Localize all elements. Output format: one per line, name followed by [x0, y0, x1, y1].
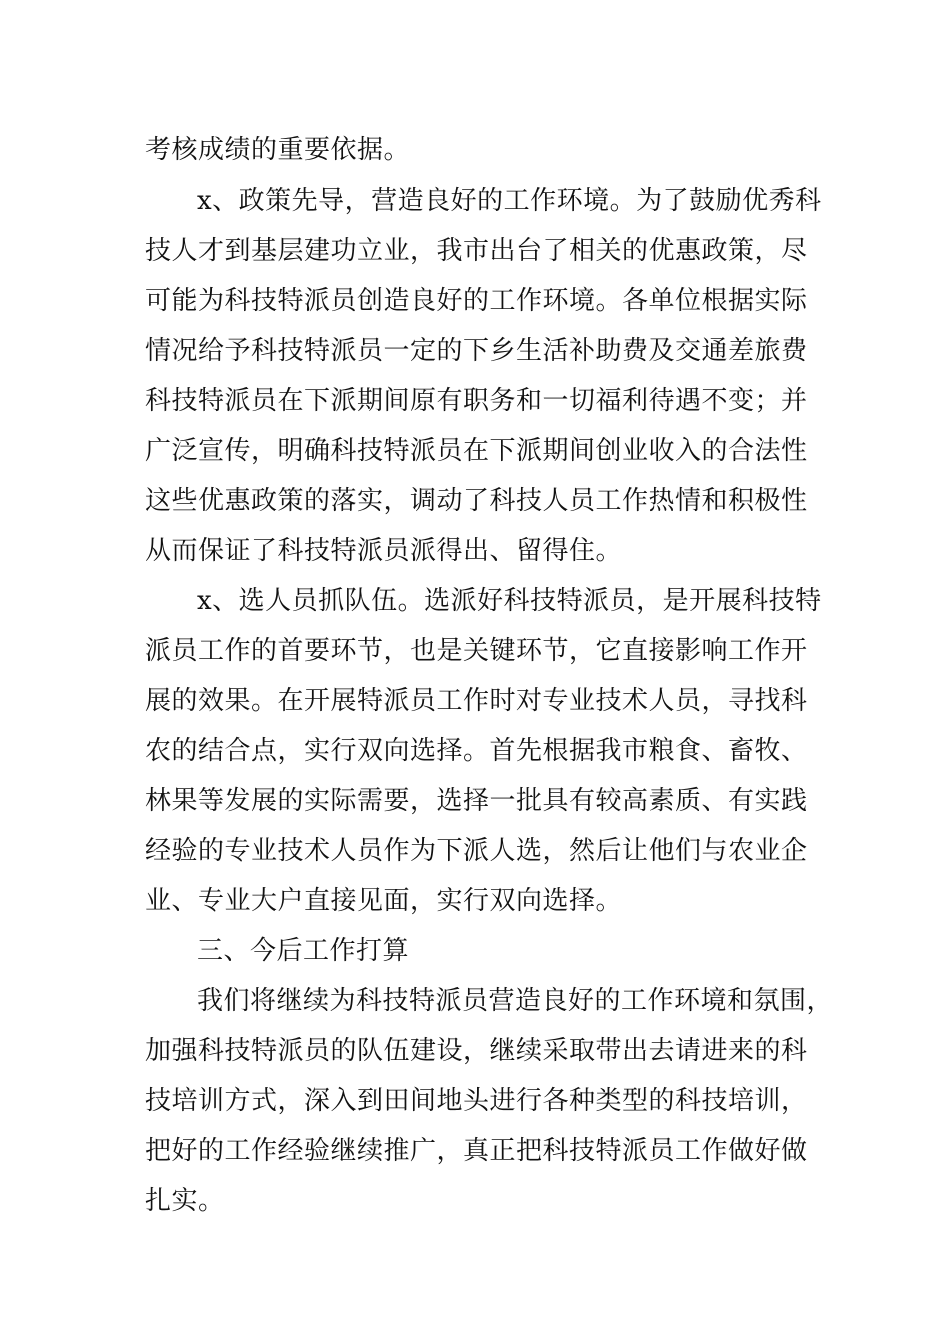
text-line: 把好的工作经验继续推广，真正把科技特派员工作做好做	[145, 1136, 808, 1166]
text-line: 考核成绩的重要依据。	[145, 135, 411, 165]
text-line: 农的结合点，实行双向选择。首先根据我市粮食、畜牧、	[145, 736, 808, 766]
text-line: 这些优惠政策的落实，调动了科技人员工作热情和积极性	[145, 486, 808, 516]
text-line: 情况给予科技特派员一定的下乡生活补助费及交通差旅费	[145, 336, 808, 366]
text-line: 业、专业大户直接见面，实行双向选择。	[145, 886, 623, 916]
paragraph-team-start: x、选人员抓队伍。选派好科技特派员，是开展科技特	[197, 586, 822, 616]
paragraph-policy-start: x、政策先导，营造良好的工作环境。为了鼓励优秀科	[197, 186, 822, 216]
text-line: 科技特派员在下派期间原有职务和一切福利待遇不变；并	[145, 386, 808, 416]
text-line: 派员工作的首要环节，也是关键环节，它直接影响工作开	[145, 636, 808, 666]
text-line: 扎实。	[145, 1186, 225, 1216]
text-line: 可能为科技特派员创造良好的工作环境。各单位根据实际	[145, 286, 808, 316]
text-line: 展的效果。在开展特派员工作时对专业技术人员，寻找科	[145, 686, 808, 716]
text-line: 技培训方式，深入到田间地头进行各种类型的科技培训，	[145, 1086, 808, 1116]
paragraph-plan-start: 我们将继续为科技特派员营造良好的工作环境和氛围，	[197, 986, 834, 1016]
text-line: 经验的专业技术人员作为下派人选，然后让他们与农业企	[145, 836, 808, 866]
text-line: 加强科技特派员的队伍建设，继续采取带出去请进来的科	[145, 1036, 808, 1066]
text-line: 技人才到基层建功立业，我市出台了相关的优惠政策，尽	[145, 236, 808, 266]
section-heading: 三、今后工作打算	[197, 936, 410, 966]
text-line: 广泛宣传，明确科技特派员在下派期间创业收入的合法性	[145, 436, 808, 466]
text-line: 林果等发展的实际需要，选择一批具有较高素质、有实践	[145, 786, 808, 816]
text-line: 从而保证了科技特派员派得出、留得住。	[145, 536, 623, 566]
